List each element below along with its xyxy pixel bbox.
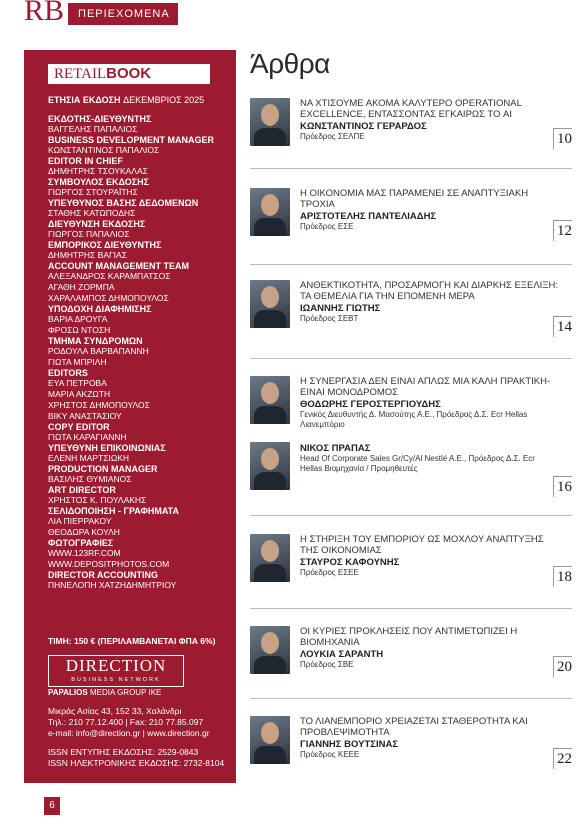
staff-role: ΣΕΛΙΔΟΠΟΙΗΣΗ - ΓΡΑΦΗΜΑΤΑ (48, 506, 180, 516)
publisher-group (48, 688, 161, 697)
staff-name: ΑΓΑΘΗ ΖΟΡΜΠΑ (48, 282, 115, 292)
issn-online: ISSN ΗΛΕΚΤΡΟΝΙΚΗΣ ΕΚΔΟΣΗΣ: 2732-8104 (48, 758, 225, 768)
staff-list (48, 114, 232, 591)
page-number: 16 (553, 476, 572, 497)
staff-name: ΑΛΕΞΑΝΔΡΟΣ ΚΑΡΑΜΠΑΤΣΟΣ (48, 271, 171, 281)
staff-name: ΧΡΗΣΤΟΣ ΔΗΜΟΠΟΥΛΟΣ (48, 400, 150, 410)
group-rest: MEDIA GROUP IKE (89, 688, 162, 697)
staff-name: ΦΡΟΣΩ ΝΤΟΣΗ (48, 325, 111, 335)
issn-block (48, 747, 224, 769)
author-position: Γενικός Διευθυντής Δ. Μασούτης Α.Ε., Πρόεδρος Δ.Σ. Ecr Hellas Λιανεμπόριο (300, 410, 528, 429)
staff-role: ΥΠΕΥΘΥΝΟΣ ΒΑΣΗΣ ΔΕΔΟΜΕΝΩΝ (48, 198, 199, 208)
staff-role: ΥΠΟΔΟΧΗ ΔΙΑΦΗΜΙΣΗΣ (48, 304, 152, 314)
article-entry[interactable] (250, 98, 572, 154)
staff-name: ΒΑΓΓΕΛΗΣ ΠΑΠΑΛΙΟΣ (48, 124, 138, 134)
edition-date: ΔΕΚΕΜΒΡΙΟΣ 2025 (123, 95, 205, 105)
staff-name: WWW.DEPOSITPHOTOS.COM (48, 559, 170, 569)
direction-logo (48, 655, 184, 687)
article-entry[interactable] (250, 376, 572, 436)
author-position: Πρόεδρος ΕΣΕΕ (300, 568, 359, 577)
edition-label: ΕΤΗΣΙΑ ΕΚΔΟΣΗ (48, 95, 121, 105)
staff-role: ART DIRECTOR (48, 485, 116, 495)
staff-name: ΧΑΡΑΛΑΜΠΟΣ ΔΗΜΟΠΟΥΛΟΣ (48, 293, 169, 303)
article-author: ΛΟΥΚΙΑ ΣΑΡΑΝΤΗ (300, 649, 384, 660)
page-number: 18 (553, 566, 572, 587)
staff-name: ΒΑΣΙΛΗΣ ΘΥΜΙΑΝΟΣ (48, 474, 132, 484)
article-author: ΓΙΑΝΝΗΣ ΒΟΥΤΣΙΝΑΣ (300, 739, 399, 750)
article-title: ΟΙ ΚΥΡΙΕΣ ΠΡΟΚΛΗΣΕΙΣ ΠΟΥ ΑΝΤΙΜΕΤΩΠΙΖΕΙ Η ΒΙΟΜΗΧΑΝΙΑ (300, 626, 518, 648)
author-position: Πρόεδρος ΕΣΕ (300, 222, 354, 231)
author-position: Πρόεδρος ΣΕΒΤ (300, 314, 359, 323)
divider (250, 608, 572, 609)
divider (250, 264, 572, 265)
logo-bold: BOOK (106, 65, 152, 82)
direction-logo-text: DIRECTION (65, 656, 167, 675)
staff-name: ΒΑΡΙΑ ΔΡΟΥΓΑ (48, 314, 108, 324)
author-photo (250, 280, 290, 328)
divider (250, 358, 572, 359)
article-entry[interactable] (250, 716, 572, 772)
staff-name: ΣΤΑΘΗΣ ΚΑΤΩΠΟΔΗΣ (48, 208, 136, 218)
article-title: Η ΣΤΗΡΙΞΗ ΤΟΥ ΕΜΠΟΡΙΟΥ ΩΣ ΜΟΧΛΟΥ ΑΝΑΠΤΥΞΗΣ ΤΗΣ ΟΙΚΟΝΟΜΙΑΣ (300, 534, 544, 556)
staff-name: ΠΗΝΕΛΟΠΗ ΧΑΤΖΗΔΗΜΗΤΡΙΟΥ (48, 580, 177, 590)
staff-role: COPY EDITOR (48, 422, 110, 432)
author-position: Head Of Corporate Sales Gr/Cy/Al Nestlé A.E., Πρόεδρος Δ.Σ. Ecr Hellas Βιομηχανία / Προμηθευτές (300, 454, 535, 473)
author-position: Πρόεδρος ΚΕΕΕ (300, 750, 360, 759)
author-photo (250, 98, 290, 146)
page-number: 10 (553, 128, 572, 149)
staff-role: EDITORS (48, 368, 88, 378)
staff-name: ΓΙΩΡΓΟΣ ΣΤΟΥΡΑΪΤΗΣ (48, 187, 138, 197)
staff-name: ΓΙΩΡΓΟΣ ΠΑΠΑΛΙΟΣ (48, 229, 130, 239)
article-entry[interactable] (250, 280, 572, 336)
divider (250, 515, 572, 516)
staff-role: ACCOUNT MANAGEMENT TEAM (48, 261, 189, 271)
staff-role: ΥΠΕΥΘΥΝΗ ΕΠΙΚΟΙΝΩΝΙΑΣ (48, 443, 166, 453)
section-header: ΠΕΡΙΕΧΟΜΕΝΑ (68, 3, 178, 25)
brand-mark: RB (24, 0, 65, 22)
page-number: 14 (553, 316, 572, 337)
staff-name: ΔΗΜΗΤΡΗΣ ΒΑΓΙΑΣ (48, 250, 127, 260)
staff-role: ΕΚΔΟΤΗΣ-ΔΙΕΥΘΥΝΤΗΣ (48, 114, 152, 124)
article-entry[interactable] (250, 626, 572, 682)
page-number: 20 (553, 656, 572, 677)
author-photo (250, 442, 290, 490)
page-number: 12 (553, 220, 572, 241)
folio: 6 (44, 797, 60, 815)
article-title: ΝΑ ΧΤΙΣΟΥΜΕ ΑΚΟΜΑ ΚΑΛΥΤΕΡΟ OPERATIONAL EXCELLENCE, ΕΝΤΑΣΣΟΝΤΑΣ ΕΓΚΑΙΡΩΣ ΤΟ AI (300, 98, 522, 120)
article-author: ΙΩΑΝΝΗΣ ΓΙΩΤΗΣ (300, 303, 381, 314)
article-author: ΣΤΑΥΡΟΣ ΚΑΦΟΥΝΗΣ (300, 557, 400, 568)
staff-name: WWW.123RF.COM (48, 548, 121, 558)
staff-name: ΓΙΩΤΑ ΜΠΡΙΛΗ (48, 357, 107, 367)
edition-line (48, 95, 228, 105)
article-author: ΘΟΔΩΡΗΣ ΓΕΡΟΣΤΕΡΓΙΟΥΔΗΣ (300, 399, 441, 410)
staff-name: ΒΙΚΥ ΑΝΑΣΤΑΣΙΟΥ (48, 411, 122, 421)
staff-role: ΤΜΗΜΑ ΣΥΝΔΡΟΜΩΝ (48, 336, 143, 346)
author-photo (250, 376, 290, 424)
address: Μικράς Ασίας 43, 152 33, Χαλάνδρι (48, 706, 182, 716)
author-photo (250, 716, 290, 764)
staff-name: ΘΕΟΔΩΡΑ ΚΟΥΛΗ (48, 527, 120, 537)
group-bold: PAPALIOS (48, 688, 88, 697)
staff-role: PRODUCTION MANAGER (48, 464, 158, 474)
article-title: Η ΟΙΚΟΝΟΜΙΑ ΜΑΣ ΠΑΡΑΜΕΝΕΙ ΣΕ ΑΝΑΠΤΥΞΙΑΚΗ ΤΡΟΧΙΑ (300, 188, 529, 210)
staff-name: ΕΥΑ ΠΕΤΡΟΒΑ (48, 378, 107, 388)
page-number: 22 (553, 748, 572, 769)
article-title: ΑΝΘΕΚΤΙΚΟΤΗΤΑ, ΠΡΟΣΑΡΜΟΓΗ ΚΑΙ ΔΙΑΡΚΗΣ ΕΞΕΛΙΞΗ: ΤΑ ΘΕΜΕΛΙΑ ΓΙΑ ΤΗΝ ΕΠΟΜΕΝΗ ΜΕΡΑ (300, 280, 558, 302)
price: ΤΙΜΗ: 150 € (ΠΕΡΙΛΑΜΒΑΝΕΤΑΙ ΦΠΑ 6%) (48, 636, 216, 646)
staff-name: ΚΩΝΣΤΑΝΤΙΝΟΣ ΠΑΠΑΛΙΟΣ (48, 145, 160, 155)
staff-role: ΦΩΤΟΓΡΑΦΙΕΣ (48, 538, 114, 548)
page-title: Άρθρα (250, 48, 330, 79)
author-photo (250, 188, 290, 236)
staff-role: EDITOR IN CHIEF (48, 156, 123, 166)
staff-name: ΓΙΩΤΑ ΚΑΡΑΓΙΑΝΝΗ (48, 432, 127, 442)
article-author: ΚΩΝΣΤΑΝΤΙΝΟΣ ΓΕΡΑΡΔΟΣ (300, 121, 427, 132)
retailbook-logo (48, 64, 210, 84)
staff-role: BUSINESS DEVELOPMENT MANAGER (48, 135, 215, 145)
issn-print: ISSN ΕΝΤΥΠΗΣ ΕΚΔΟΣΗΣ: 2529-0843 (48, 747, 199, 757)
article-title: ΤΟ ΛΙΑΝΕΜΠΟΡΙΟ ΧΡΕΙΑΖΕΤΑΙ ΣΤΑΘΕΡΟΤΗΤΑ ΚΑΙ ΠΡΟΒΛΕΨΙΜΟΤΗΤΑ (300, 716, 528, 738)
author-position: Πρόεδρος ΣΕΛΠΕ (300, 132, 365, 141)
article-entry[interactable] (250, 188, 572, 244)
staff-role: ΣΥΜΒΟΥΛΟΣ ΕΚΔΟΣΗΣ (48, 177, 150, 187)
direction-logo-sub: BUSINESS NETWORK (71, 677, 161, 683)
author-position: Πρόεδρος ΣΒΕ (300, 660, 354, 669)
staff-role: DIRECTOR ACCOUNTING (48, 570, 158, 580)
staff-name: ΡΟΔΟΥΛΑ ΒΑΡΒΑΠΑΝΝΗ (48, 346, 149, 356)
staff-role: ΕΜΠΟΡΙΚΟΣ ΔΙΕΥΘΥΝΤΗΣ (48, 240, 162, 250)
staff-name: ΔΗΜΗΤΡΗΣ ΤΣΟΥΚΑΛΑΣ (48, 166, 148, 176)
article-author: ΑΡΙΣΤΟΤΕΛΗΣ ΠΑΝΤΕΛΙΑΔΗΣ (300, 211, 437, 222)
staff-name: ΛΙΑ ΠΙΕΡΡΑΚΟΥ (48, 516, 112, 526)
author-photo (250, 626, 290, 674)
logo-prefix: RETAIL (54, 66, 107, 82)
article-author: ΝΙΚΟΣ ΠΡΑΠΑΣ (300, 443, 371, 454)
article-entry[interactable] (250, 534, 572, 590)
author-photo (250, 534, 290, 582)
divider (250, 168, 572, 169)
staff-role: ΔΙΕΥΘΥΝΣΗ ΕΚΔΟΣΗΣ (48, 219, 146, 229)
staff-name: ΕΛΕΝΗ ΜΑΡΤΣΙΩΚΗ (48, 453, 130, 463)
masthead-sidebar (24, 50, 236, 783)
divider (250, 698, 572, 699)
phone: Τηλ.: 210 77.12.400 | Fax: 210 77.85.097 (48, 717, 204, 727)
article-title: Η ΣΥΝΕΡΓΑΣΙΑ ΔΕΝ ΕΙΝΑΙ ΑΠΛΩΣ ΜΙΑ ΚΑΛΗ ΠΡΑΚΤΙΚΗ- ΕΙΝΑΙ ΜΟΝΟΔΡΟΜΟΣ (300, 376, 551, 398)
contact-block (48, 706, 210, 739)
staff-name: ΜΑΡΙΑ ΑΚΖΩΤΗ (48, 389, 111, 399)
staff-name: ΧΡΗΣΤΟΣ Κ. ΠΟΥΛΑΚΗΣ (48, 495, 147, 505)
article-entry[interactable] (250, 442, 572, 498)
email[interactable]: e-mail: info@direction.gr | www.direction.gr (48, 728, 210, 738)
